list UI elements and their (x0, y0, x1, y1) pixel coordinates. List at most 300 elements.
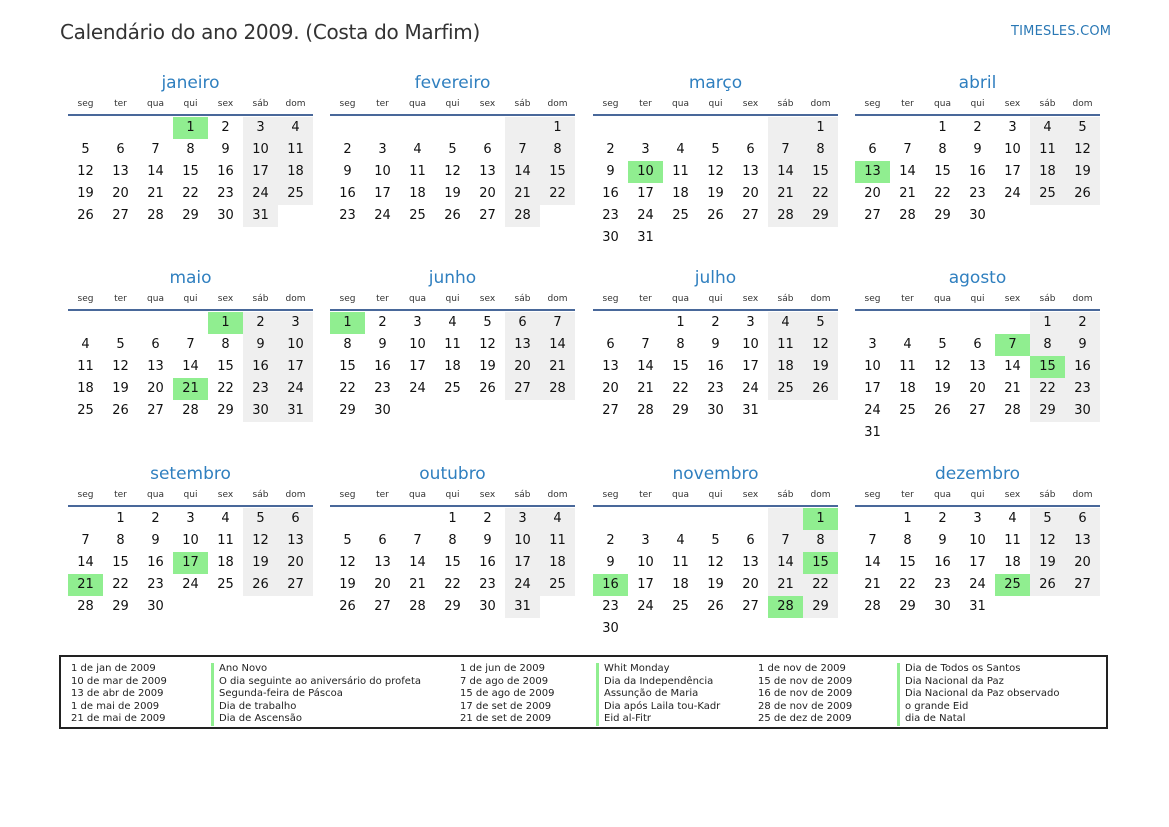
day-cell[interactable]: 11 (1030, 139, 1065, 161)
day-cell[interactable]: 13 (278, 530, 313, 552)
day-cell[interactable]: 28 (147, 208, 164, 223)
day-cell[interactable]: 9 (1065, 334, 1100, 356)
day-cell[interactable]: 4 (221, 511, 230, 526)
day-cell[interactable]: 12 (707, 555, 724, 570)
day-cell[interactable]: 24 (637, 208, 654, 223)
day-cell[interactable]: 18 (768, 356, 803, 378)
day-cell[interactable]: 10 (637, 555, 654, 570)
day-cell[interactable]: 10 (182, 533, 199, 548)
day-cell[interactable]: 30 (479, 599, 496, 614)
day-cell[interactable]: 6 (746, 533, 755, 548)
day-cell[interactable]: 2 (606, 142, 615, 157)
day-cell[interactable]: 11 (672, 164, 689, 179)
day-cell[interactable]: 21 (68, 574, 103, 596)
day-cell[interactable]: 5 (483, 315, 492, 330)
day-cell[interactable]: 22 (540, 183, 575, 205)
day-cell[interactable]: 23 (707, 381, 724, 396)
day-cell[interactable]: 22 (934, 186, 951, 201)
day-cell[interactable]: 14 (505, 161, 540, 183)
day-cell[interactable]: 2 (938, 511, 947, 526)
day-cell[interactable]: 20 (602, 381, 619, 396)
day-cell[interactable]: 4 (448, 315, 457, 330)
day-cell[interactable]: 25 (444, 381, 461, 396)
day-cell[interactable]: 27 (602, 403, 619, 418)
day-cell[interactable]: 3 (868, 337, 877, 352)
day-cell[interactable]: 21 (505, 183, 540, 205)
day-cell[interactable]: 13 (1065, 530, 1100, 552)
day-cell[interactable]: 1 (803, 508, 838, 530)
day-cell[interactable]: 16 (479, 555, 496, 570)
day-cell[interactable]: 24 (637, 599, 654, 614)
day-cell[interactable]: 22 (672, 381, 689, 396)
day-cell[interactable]: 22 (444, 577, 461, 592)
day-cell[interactable]: 30 (243, 400, 278, 422)
day-cell[interactable]: 1 (803, 117, 838, 139)
day-cell[interactable]: 25 (899, 403, 916, 418)
day-cell[interactable]: 30 (147, 599, 164, 614)
day-cell[interactable]: 11 (768, 334, 803, 356)
day-cell[interactable]: 17 (637, 186, 654, 201)
day-cell[interactable]: 8 (116, 533, 125, 548)
day-cell[interactable]: 20 (278, 552, 313, 574)
day-cell[interactable]: 17 (409, 359, 426, 374)
day-cell[interactable]: 21 (1004, 381, 1021, 396)
day-cell[interactable]: 5 (803, 312, 838, 334)
day-cell[interactable]: 26 (707, 599, 724, 614)
day-cell[interactable]: 22 (339, 381, 356, 396)
day-cell[interactable]: 25 (672, 599, 689, 614)
day-cell[interactable]: 11 (444, 337, 461, 352)
day-cell[interactable]: 25 (672, 208, 689, 223)
day-cell[interactable]: 22 (1030, 378, 1065, 400)
day-cell[interactable]: 3 (1008, 120, 1017, 135)
day-cell[interactable]: 3 (413, 315, 422, 330)
day-cell[interactable]: 24 (278, 378, 313, 400)
day-cell[interactable]: 13 (742, 555, 759, 570)
day-cell[interactable]: 8 (186, 142, 195, 157)
day-cell[interactable]: 24 (409, 381, 426, 396)
day-cell[interactable]: 26 (243, 574, 278, 596)
day-cell[interactable]: 1 (938, 120, 947, 135)
day-cell[interactable]: 16 (602, 186, 619, 201)
day-cell[interactable]: 9 (711, 337, 720, 352)
day-cell[interactable]: 3 (641, 142, 650, 157)
day-cell[interactable]: 10 (278, 334, 313, 356)
day-cell[interactable]: 13 (505, 334, 540, 356)
day-cell[interactable]: 26 (707, 208, 724, 223)
day-cell[interactable]: 11 (899, 359, 916, 374)
day-cell[interactable]: 23 (374, 381, 391, 396)
day-cell[interactable]: 3 (243, 117, 278, 139)
day-cell[interactable]: 14 (77, 555, 94, 570)
day-cell[interactable]: 23 (934, 577, 951, 592)
day-cell[interactable]: 1 (208, 312, 243, 334)
day-cell[interactable]: 28 (637, 403, 654, 418)
day-cell[interactable]: 9 (606, 164, 615, 179)
day-cell[interactable]: 29 (339, 403, 356, 418)
day-cell[interactable]: 5 (116, 337, 125, 352)
day-cell[interactable]: 11 (278, 139, 313, 161)
day-cell[interactable]: 18 (444, 359, 461, 374)
day-cell[interactable]: 6 (973, 337, 982, 352)
day-cell[interactable]: 18 (540, 552, 575, 574)
day-cell[interactable]: 10 (628, 161, 663, 183)
day-cell[interactable]: 15 (672, 359, 689, 374)
day-cell[interactable]: 13 (374, 555, 391, 570)
day-cell[interactable]: 8 (676, 337, 685, 352)
day-cell[interactable]: 18 (672, 577, 689, 592)
day-cell[interactable]: 30 (217, 208, 234, 223)
day-cell[interactable]: 20 (864, 186, 881, 201)
day-cell[interactable]: 27 (742, 208, 759, 223)
day-cell[interactable]: 30 (707, 403, 724, 418)
day-cell[interactable]: 20 (969, 381, 986, 396)
day-cell[interactable]: 15 (444, 555, 461, 570)
day-cell[interactable]: 17 (243, 161, 278, 183)
day-cell[interactable]: 5 (448, 142, 457, 157)
day-cell[interactable]: 2 (973, 120, 982, 135)
day-cell[interactable]: 18 (1004, 555, 1021, 570)
day-cell[interactable]: 24 (969, 577, 986, 592)
day-cell[interactable]: 14 (768, 552, 803, 574)
day-cell[interactable]: 15 (803, 161, 838, 183)
day-cell[interactable]: 12 (934, 359, 951, 374)
day-cell[interactable]: 3 (505, 508, 540, 530)
day-cell[interactable]: 18 (217, 555, 234, 570)
day-cell[interactable]: 2 (1065, 312, 1100, 334)
day-cell[interactable]: 24 (742, 381, 759, 396)
day-cell[interactable]: 12 (339, 555, 356, 570)
day-cell[interactable]: 14 (182, 359, 199, 374)
day-cell[interactable]: 1 (330, 312, 365, 334)
day-cell[interactable]: 15 (217, 359, 234, 374)
day-cell[interactable]: 14 (409, 555, 426, 570)
day-cell[interactable]: 12 (77, 164, 94, 179)
day-cell[interactable]: 28 (505, 205, 540, 227)
day-cell[interactable]: 24 (864, 403, 881, 418)
day-cell[interactable]: 16 (243, 356, 278, 378)
day-cell[interactable]: 12 (803, 334, 838, 356)
day-cell[interactable]: 25 (768, 378, 803, 400)
day-cell[interactable]: 17 (864, 381, 881, 396)
day-cell[interactable]: 20 (147, 381, 164, 396)
day-cell[interactable]: 25 (77, 403, 94, 418)
day-cell[interactable]: 5 (1065, 117, 1100, 139)
day-cell[interactable]: 3 (973, 511, 982, 526)
day-cell[interactable]: 4 (413, 142, 422, 157)
day-cell[interactable]: 19 (243, 552, 278, 574)
day-cell[interactable]: 7 (505, 139, 540, 161)
day-cell[interactable]: 29 (934, 208, 951, 223)
day-cell[interactable]: 28 (899, 208, 916, 223)
day-cell[interactable]: 9 (151, 533, 160, 548)
day-cell[interactable]: 4 (540, 508, 575, 530)
day-cell[interactable]: 19 (112, 381, 129, 396)
day-cell[interactable]: 11 (77, 359, 94, 374)
day-cell[interactable]: 16 (147, 555, 164, 570)
day-cell[interactable]: 15 (899, 555, 916, 570)
day-cell[interactable]: 20 (505, 356, 540, 378)
day-cell[interactable]: 20 (742, 577, 759, 592)
day-cell[interactable]: 9 (483, 533, 492, 548)
day-cell[interactable]: 16 (934, 555, 951, 570)
day-cell[interactable]: 27 (742, 599, 759, 614)
day-cell[interactable]: 2 (243, 312, 278, 334)
day-cell[interactable]: 29 (444, 599, 461, 614)
day-cell[interactable]: 17 (374, 186, 391, 201)
day-cell[interactable]: 14 (899, 164, 916, 179)
day-cell[interactable]: 14 (1004, 359, 1021, 374)
day-cell[interactable]: 28 (864, 599, 881, 614)
day-cell[interactable]: 21 (147, 186, 164, 201)
day-cell[interactable]: 6 (378, 533, 387, 548)
day-cell[interactable]: 17 (505, 552, 540, 574)
day-cell[interactable]: 22 (217, 381, 234, 396)
day-cell[interactable]: 9 (938, 533, 947, 548)
day-cell[interactable]: 13 (742, 164, 759, 179)
day-cell[interactable]: 31 (969, 599, 986, 614)
day-cell[interactable]: 26 (803, 378, 838, 400)
day-cell[interactable]: 16 (339, 186, 356, 201)
day-cell[interactable]: 8 (903, 533, 912, 548)
day-cell[interactable]: 7 (868, 533, 877, 548)
day-cell[interactable]: 5 (711, 142, 720, 157)
day-cell[interactable]: 25 (278, 183, 313, 205)
day-cell[interactable]: 9 (243, 334, 278, 356)
day-cell[interactable]: 2 (151, 511, 160, 526)
day-cell[interactable]: 19 (803, 356, 838, 378)
day-cell[interactable]: 9 (973, 142, 982, 157)
day-cell[interactable]: 27 (278, 574, 313, 596)
day-cell[interactable]: 20 (479, 186, 496, 201)
day-cell[interactable]: 23 (969, 186, 986, 201)
day-cell[interactable]: 3 (746, 315, 755, 330)
day-cell[interactable]: 13 (112, 164, 129, 179)
day-cell[interactable]: 16 (593, 574, 628, 596)
day-cell[interactable]: 18 (278, 161, 313, 183)
day-cell[interactable]: 30 (934, 599, 951, 614)
day-cell[interactable]: 16 (217, 164, 234, 179)
day-cell[interactable]: 29 (182, 208, 199, 223)
day-cell[interactable]: 6 (1065, 508, 1100, 530)
day-cell[interactable]: 23 (602, 599, 619, 614)
day-cell[interactable]: 2 (378, 315, 387, 330)
day-cell[interactable]: 7 (768, 139, 803, 161)
day-cell[interactable]: 13 (969, 359, 986, 374)
day-cell[interactable]: 30 (374, 403, 391, 418)
day-cell[interactable]: 29 (112, 599, 129, 614)
day-cell[interactable]: 27 (479, 208, 496, 223)
day-cell[interactable]: 19 (479, 359, 496, 374)
day-cell[interactable]: 23 (147, 577, 164, 592)
day-cell[interactable]: 11 (672, 555, 689, 570)
day-cell[interactable]: 14 (147, 164, 164, 179)
day-cell[interactable]: 7 (903, 142, 912, 157)
day-cell[interactable]: 8 (540, 139, 575, 161)
day-cell[interactable]: 13 (479, 164, 496, 179)
day-cell[interactable]: 6 (746, 142, 755, 157)
day-cell[interactable]: 10 (742, 337, 759, 352)
day-cell[interactable]: 23 (602, 208, 619, 223)
day-cell[interactable]: 15 (112, 555, 129, 570)
day-cell[interactable]: 14 (768, 161, 803, 183)
day-cell[interactable]: 7 (81, 533, 90, 548)
day-cell[interactable]: 4 (81, 337, 90, 352)
day-cell[interactable]: 30 (969, 208, 986, 223)
day-cell[interactable]: 3 (378, 142, 387, 157)
day-cell[interactable]: 21 (637, 381, 654, 396)
day-cell[interactable]: 4 (676, 142, 685, 157)
day-cell[interactable]: 26 (339, 599, 356, 614)
day-cell[interactable]: 8 (938, 142, 947, 157)
day-cell[interactable]: 6 (868, 142, 877, 157)
day-cell[interactable]: 16 (707, 359, 724, 374)
day-cell[interactable]: 25 (540, 574, 575, 596)
day-cell[interactable]: 2 (606, 533, 615, 548)
day-cell[interactable]: 5 (938, 337, 947, 352)
day-cell[interactable]: 23 (243, 378, 278, 400)
day-cell[interactable]: 5 (1030, 508, 1065, 530)
day-cell[interactable]: 26 (112, 403, 129, 418)
day-cell[interactable]: 18 (409, 186, 426, 201)
day-cell[interactable]: 23 (1065, 378, 1100, 400)
day-cell[interactable]: 24 (182, 577, 199, 592)
day-cell[interactable]: 29 (803, 596, 838, 618)
day-cell[interactable]: 11 (1004, 533, 1021, 548)
day-cell[interactable]: 18 (899, 381, 916, 396)
day-cell[interactable]: 17 (742, 359, 759, 374)
day-cell[interactable]: 27 (112, 208, 129, 223)
day-cell[interactable]: 31 (278, 400, 313, 422)
day-cell[interactable]: 22 (803, 574, 838, 596)
day-cell[interactable]: 11 (217, 533, 234, 548)
day-cell[interactable]: 26 (1030, 574, 1065, 596)
day-cell[interactable]: 29 (899, 599, 916, 614)
day-cell[interactable]: 11 (540, 530, 575, 552)
day-cell[interactable]: 24 (1004, 186, 1021, 201)
day-cell[interactable]: 7 (641, 337, 650, 352)
day-cell[interactable]: 17 (278, 356, 313, 378)
day-cell[interactable]: 3 (186, 511, 195, 526)
day-cell[interactable]: 2 (711, 315, 720, 330)
day-cell[interactable]: 1 (903, 511, 912, 526)
day-cell[interactable]: 25 (409, 208, 426, 223)
day-cell[interactable]: 15 (339, 359, 356, 374)
day-cell[interactable]: 10 (505, 530, 540, 552)
day-cell[interactable]: 10 (1004, 142, 1021, 157)
day-cell[interactable]: 12 (707, 164, 724, 179)
day-cell[interactable]: 9 (378, 337, 387, 352)
day-cell[interactable]: 13 (855, 161, 890, 183)
day-cell[interactable]: 21 (173, 378, 208, 400)
day-cell[interactable]: 2 (221, 120, 230, 135)
day-cell[interactable]: 29 (217, 403, 234, 418)
day-cell[interactable]: 7 (151, 142, 160, 157)
day-cell[interactable]: 29 (1030, 400, 1065, 422)
day-cell[interactable]: 2 (343, 142, 352, 157)
day-cell[interactable]: 29 (803, 205, 838, 227)
day-cell[interactable]: 23 (217, 186, 234, 201)
day-cell[interactable]: 12 (243, 530, 278, 552)
day-cell[interactable]: 22 (899, 577, 916, 592)
day-cell[interactable]: 17 (637, 577, 654, 592)
day-cell[interactable]: 7 (186, 337, 195, 352)
day-cell[interactable]: 27 (147, 403, 164, 418)
day-cell[interactable]: 29 (672, 403, 689, 418)
day-cell[interactable]: 19 (1030, 552, 1065, 574)
day-cell[interactable]: 1 (173, 117, 208, 139)
day-cell[interactable]: 14 (637, 359, 654, 374)
day-cell[interactable]: 30 (602, 230, 619, 245)
day-cell[interactable]: 21 (768, 183, 803, 205)
day-cell[interactable]: 6 (505, 312, 540, 334)
day-cell[interactable]: 4 (768, 312, 803, 334)
day-cell[interactable]: 26 (444, 208, 461, 223)
day-cell[interactable]: 28 (768, 205, 803, 227)
day-cell[interactable]: 1 (116, 511, 125, 526)
day-cell[interactable]: 7 (995, 334, 1030, 356)
day-cell[interactable]: 21 (864, 577, 881, 592)
day-cell[interactable]: 1 (1030, 312, 1065, 334)
day-cell[interactable]: 4 (1030, 117, 1065, 139)
day-cell[interactable]: 23 (479, 577, 496, 592)
day-cell[interactable]: 9 (343, 164, 352, 179)
day-cell[interactable]: 13 (147, 359, 164, 374)
day-cell[interactable]: 12 (1030, 530, 1065, 552)
day-cell[interactable]: 27 (969, 403, 986, 418)
day-cell[interactable]: 16 (1065, 356, 1100, 378)
day-cell[interactable]: 19 (707, 577, 724, 592)
day-cell[interactable]: 9 (221, 142, 230, 157)
day-cell[interactable]: 9 (606, 555, 615, 570)
day-cell[interactable]: 27 (864, 208, 881, 223)
day-cell[interactable]: 17 (1004, 164, 1021, 179)
day-cell[interactable]: 25 (217, 577, 234, 592)
day-cell[interactable]: 19 (77, 186, 94, 201)
day-cell[interactable]: 15 (540, 161, 575, 183)
day-cell[interactable]: 6 (278, 508, 313, 530)
day-cell[interactable]: 4 (278, 117, 313, 139)
day-cell[interactable]: 5 (81, 142, 90, 157)
day-cell[interactable]: 28 (1004, 403, 1021, 418)
day-cell[interactable]: 28 (540, 378, 575, 400)
day-cell[interactable]: 26 (479, 381, 496, 396)
day-cell[interactable]: 7 (540, 312, 575, 334)
day-cell[interactable]: 31 (637, 230, 654, 245)
day-cell[interactable]: 20 (112, 186, 129, 201)
day-cell[interactable]: 18 (672, 186, 689, 201)
day-cell[interactable]: 25 (1030, 183, 1065, 205)
day-cell[interactable]: 21 (768, 574, 803, 596)
day-cell[interactable]: 4 (903, 337, 912, 352)
day-cell[interactable]: 6 (116, 142, 125, 157)
day-cell[interactable]: 15 (182, 164, 199, 179)
day-cell[interactable]: 10 (969, 533, 986, 548)
day-cell[interactable]: 6 (483, 142, 492, 157)
day-cell[interactable]: 4 (1008, 511, 1017, 526)
day-cell[interactable]: 19 (339, 577, 356, 592)
day-cell[interactable]: 24 (505, 574, 540, 596)
day-cell[interactable]: 11 (409, 164, 426, 179)
day-cell[interactable]: 16 (969, 164, 986, 179)
day-cell[interactable]: 15 (934, 164, 951, 179)
day-cell[interactable]: 26 (77, 208, 94, 223)
day-cell[interactable]: 17 (173, 552, 208, 574)
day-cell[interactable]: 19 (707, 186, 724, 201)
day-cell[interactable]: 28 (409, 599, 426, 614)
day-cell[interactable]: 31 (505, 596, 540, 618)
day-cell[interactable]: 12 (112, 359, 129, 374)
